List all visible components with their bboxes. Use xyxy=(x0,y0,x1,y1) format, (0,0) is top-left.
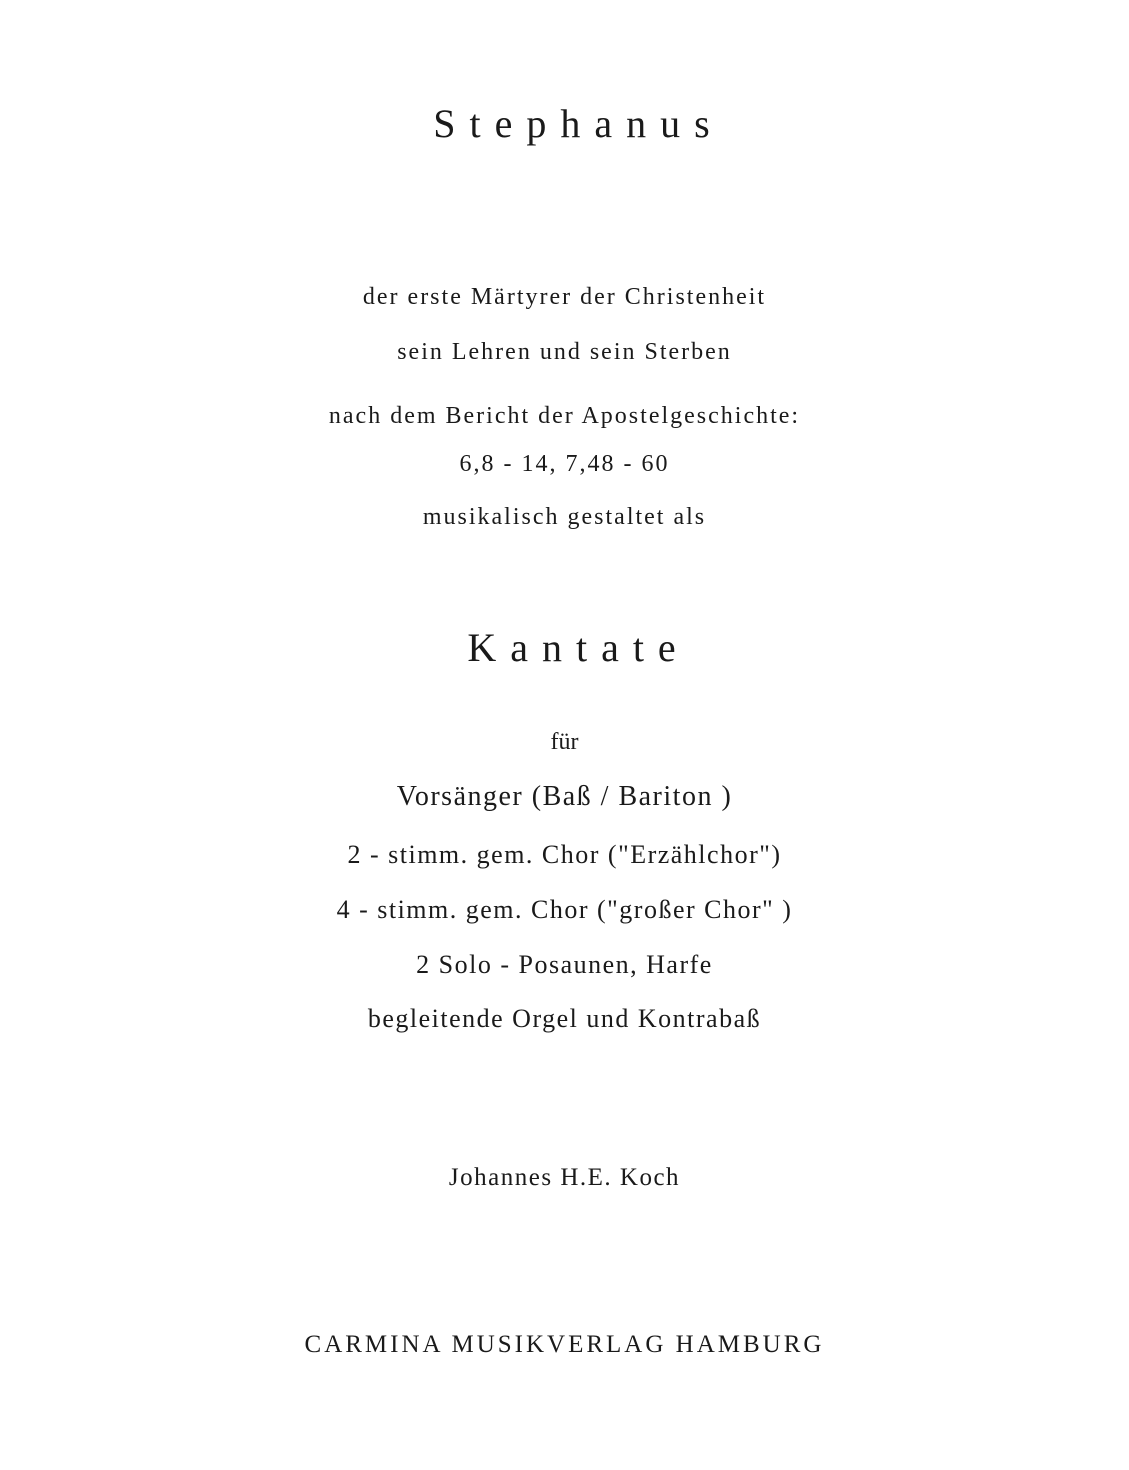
work-type: Kantate xyxy=(467,625,690,670)
instrumentation-choir-4: 4 - stimm. gem. Chor ("großer Chor" ) xyxy=(336,895,793,924)
instrumentation-accompaniment: begleitende Orgel und Kontrabaß xyxy=(367,1004,762,1033)
publisher-name: CARMINA MUSIKVERLAG HAMBURG xyxy=(304,1331,825,1358)
instrumentation-vocal-solo: Vorsänger (Baß / Bariton ) xyxy=(396,781,733,812)
subtitle-line-3: nach dem Bericht der Apostelgeschichte: xyxy=(328,403,801,429)
for-label: für xyxy=(550,729,579,755)
composer-name: Johannes H.E. Koch xyxy=(448,1164,681,1191)
scripture-reference: 6,8 - 14, 7,48 - 60 xyxy=(459,451,670,477)
instrumentation-brass-harp: 2 Solo - Posaunen, Harfe xyxy=(416,950,713,979)
subtitle-line-2: sein Lehren und sein Sterben xyxy=(397,339,732,365)
work-title: Stephanus xyxy=(433,101,724,146)
instrumentation-choir-2: 2 - stimm. gem. Chor ("Erzählchor") xyxy=(347,840,782,869)
subtitle-line-1: der erste Märtyrer der Christenheit xyxy=(362,284,767,310)
subtitle-line-5: musikalisch gestaltet als xyxy=(422,504,707,530)
